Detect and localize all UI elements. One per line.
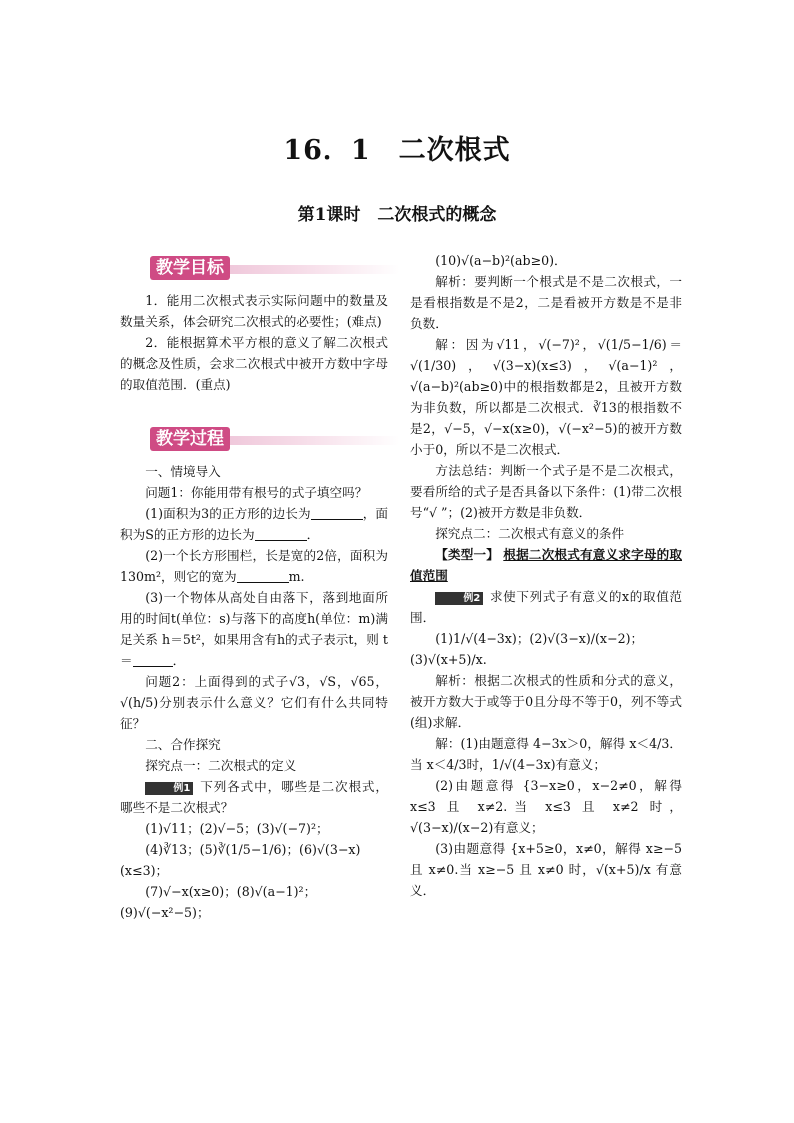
question-1a-text2: ，面积为S的正方形的边长为 [120, 506, 388, 542]
question-1a-text3: ． [306, 527, 320, 542]
solution-2-part-3: (3)由题意得 {x+5≥0，x≠0，解得 x≥−5 且 x≠0.当 x≥−5 且 x≠0 时，√(x+5)/x 有意义． [410, 841, 682, 898]
example-2-badge: 例2 [435, 592, 483, 605]
example-2-text: 求使下列式子有意义的x的取值范围． [410, 589, 682, 625]
answer-blank [255, 526, 307, 541]
example-1-item-10: (10)√(a−b)²(ab≥0)． [435, 253, 567, 268]
answer-blank [311, 505, 363, 520]
goal-2: 2．能根据算术平方根的意义了解二次根式的概念及性质，会求二次根式中被开方数中字母的取值范围．(重点) [120, 335, 388, 392]
left-column [120, 252, 388, 923]
question-1c [120, 587, 388, 671]
question-1: 问题1：你能用带有根号的式子填空吗？ [145, 485, 368, 500]
question-2: 问题2：上面得到的式子√3，√S，√65，√(h/5)分别表示什么意义？它们有什么共同特征？ [120, 674, 388, 731]
type-1-tag: 【类型一】 [435, 547, 500, 562]
page-title: 16．1 二次根式 [283, 135, 511, 166]
process-heading: 教学过程 [150, 427, 230, 451]
example-1-line-1: (1)√11；(2)√−5；(3)√(−7)²； [145, 821, 329, 836]
question-1b-unit: m. [288, 569, 305, 584]
solution-2-part-1: 解：(1)由题意得 4−3x＞0，解得 x＜4/3．当 x＜4/3时，1/√(4−3x)有意义； [410, 736, 682, 772]
section-cooperate: 二、合作探究 [145, 737, 221, 752]
analysis-1: 解析：要判断一个根式是不是二次根式，一是看根指数是不是2，二是看被开方数是不是非负数． [410, 274, 682, 331]
solution-1: 解：因为√11，√(−7)²，√(1/5−1/6)＝√(1/30)，√(3−x)(x≤3)，√(a−1)²，√(a−b)²(ab≥0)中的根指数都是2，且被开方数为非负数，所以都是二次根式．∛13的根指数不是2，√−5，√−x(x≥0)，√(−x²−5)的被开方数小于0，所以不是二次根式． [410, 337, 682, 457]
answer-blank [133, 652, 173, 667]
lesson-subtitle: 第1课时 二次根式的概念 [297, 205, 497, 225]
process-section-banner [120, 427, 388, 453]
question-1b [120, 545, 388, 587]
section-intro: 一、情境导入 [145, 464, 221, 479]
analysis-2: 解析：根据二次根式的性质和分式的意义，被开方数大于或等于0且分母不等于0，列不等式(组)求解． [410, 673, 682, 730]
goals-heading: 教学目标 [150, 256, 230, 280]
goals-section-banner [120, 256, 388, 282]
example-2 [410, 586, 682, 628]
example-1 [120, 776, 388, 818]
type-1-title: 根据二次根式有意义求字母的取值范围 [410, 547, 683, 583]
solution-2-part-2: (2)由题意得 {3−x≥0，x−2≠0，解得 x≤3 且 x≠2.当 x≤3 且 x≠2 时，√(3−x)/(x−2)有意义； [410, 778, 682, 835]
question-1a [120, 503, 388, 545]
type-1 [410, 544, 682, 586]
question-1c-text: (3)一个物体从高处自由落下，落到地面所用的时间t(单位：s)与落下的高度h(单位：m)满足关系 h＝5t²，如果用含有h的式子表示t，则 t＝ [120, 590, 388, 668]
example-1-line-3: (7)√−x(x≥0)；(8)√(a−1)²；(9)√(−x²−5)； [120, 884, 317, 920]
answer-blank [237, 568, 289, 583]
question-1b-text: (2)一个长方形围栏，长是宽的2倍，面积为130m²，则它的宽为 [120, 548, 388, 584]
example-1-badge: 例1 [145, 782, 193, 795]
explore-point-1: 探究点一：二次根式的定义 [145, 758, 297, 773]
explore-point-2: 探究点二：二次根式有意义的条件 [435, 526, 625, 541]
question-1a-text: (1)面积为3的正方形的边长为 [145, 506, 311, 521]
goal-1: 1．能用二次根式表示实际问题中的数量及数量关系，体会研究二次根式的必要性；(难点) [120, 293, 388, 329]
method-summary: 方法总结：判断一个式子是不是二次根式，要看所给的式子是否具备以下条件：(1)带二次根号“√ ”；(2)被开方数是非负数． [410, 463, 682, 520]
question-1c-end: ． [172, 653, 186, 668]
right-column [410, 250, 682, 901]
example-2-items: (1)1/√(4−3x)；(2)√(3−x)/(x−2)；(3)√(x+5)/x. [410, 631, 644, 667]
example-1-line-2: (4)∛13；(5)∛(1/5−1/6)；(6)√(3−x)(x≤3)； [120, 842, 361, 878]
example-1-text: 下列各式中，哪些是二次根式，哪些不是二次根式？ [120, 779, 388, 815]
